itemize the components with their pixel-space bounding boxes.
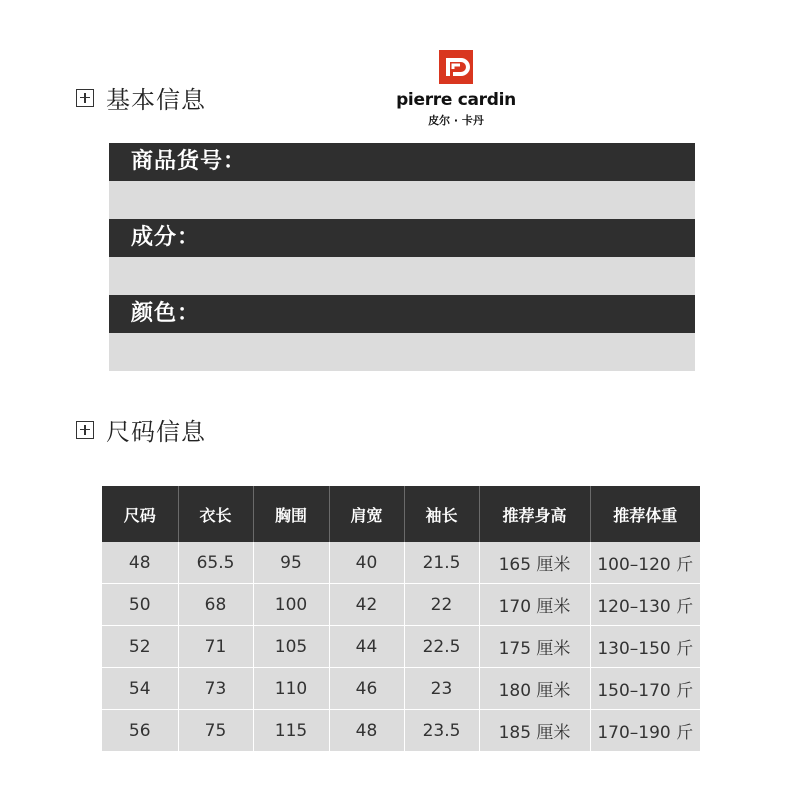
table-cell: 175 厘米 <box>479 626 590 668</box>
table-cell: 46 <box>329 668 404 710</box>
table-cell: 56 <box>102 710 178 752</box>
table-cell: 22 <box>404 584 479 626</box>
table-cell: 75 <box>178 710 253 752</box>
brand-mark-icon <box>439 50 473 84</box>
brand-logo <box>392 50 520 128</box>
table-cell: 185 厘米 <box>479 710 590 752</box>
table-cell: 105 <box>253 626 329 668</box>
col-header-length: 衣长 <box>178 486 253 542</box>
col-header-shoulder: 肩宽 <box>329 486 404 542</box>
table-cell: 21.5 <box>404 542 479 584</box>
table-cell: 100–120 斤 <box>590 542 700 584</box>
table-cell: 170–190 斤 <box>590 710 700 752</box>
expand-plus-icon[interactable] <box>76 421 94 439</box>
table-row <box>102 542 700 584</box>
section-title-size: 尺码信息 <box>106 418 206 446</box>
table-cell: 180 厘米 <box>479 668 590 710</box>
table-cell: 115 <box>253 710 329 752</box>
table-cell: 23.5 <box>404 710 479 752</box>
table-cell: 44 <box>329 626 404 668</box>
info-label-item-no: 商品货号： <box>109 143 695 181</box>
table-cell: 22.5 <box>404 626 479 668</box>
section-size-info <box>76 412 206 447</box>
col-header-sleeve: 袖长 <box>404 486 479 542</box>
table-row <box>102 584 700 626</box>
table-cell: 73 <box>178 668 253 710</box>
section-basic-info <box>76 80 206 115</box>
brand-name-cn: 皮尔 · 卡丹 <box>428 114 484 127</box>
info-label-composition: 成分： <box>109 219 695 257</box>
table-cell: 165 厘米 <box>479 542 590 584</box>
table-row <box>102 710 700 752</box>
table-cell: 170 厘米 <box>479 584 590 626</box>
table-cell: 42 <box>329 584 404 626</box>
size-table-header <box>102 486 700 542</box>
col-header-weight: 推荐体重 <box>590 486 700 542</box>
table-cell: 23 <box>404 668 479 710</box>
col-header-size: 尺码 <box>102 486 178 542</box>
col-header-chest: 胸围 <box>253 486 329 542</box>
basic-info-table <box>109 143 695 371</box>
info-label-color: 颜色： <box>109 295 695 333</box>
table-cell: 40 <box>329 542 404 584</box>
size-table <box>102 486 700 752</box>
table-cell: 71 <box>178 626 253 668</box>
table-cell: 48 <box>102 542 178 584</box>
table-cell: 110 <box>253 668 329 710</box>
table-cell: 68 <box>178 584 253 626</box>
table-row <box>102 626 700 668</box>
info-value-color <box>109 333 695 371</box>
table-cell: 95 <box>253 542 329 584</box>
table-cell: 65.5 <box>178 542 253 584</box>
col-header-height: 推荐身高 <box>479 486 590 542</box>
table-cell: 54 <box>102 668 178 710</box>
table-cell: 150–170 斤 <box>590 668 700 710</box>
table-cell: 130–150 斤 <box>590 626 700 668</box>
table-cell: 50 <box>102 584 178 626</box>
brand-name: pierre cardin <box>396 90 516 110</box>
section-title-basic: 基本信息 <box>106 86 206 114</box>
info-value-composition <box>109 257 695 295</box>
table-cell: 48 <box>329 710 404 752</box>
table-row <box>102 668 700 710</box>
table-cell: 100 <box>253 584 329 626</box>
table-cell: 120–130 斤 <box>590 584 700 626</box>
table-cell: 52 <box>102 626 178 668</box>
info-value-item-no <box>109 181 695 219</box>
expand-plus-icon[interactable] <box>76 89 94 107</box>
